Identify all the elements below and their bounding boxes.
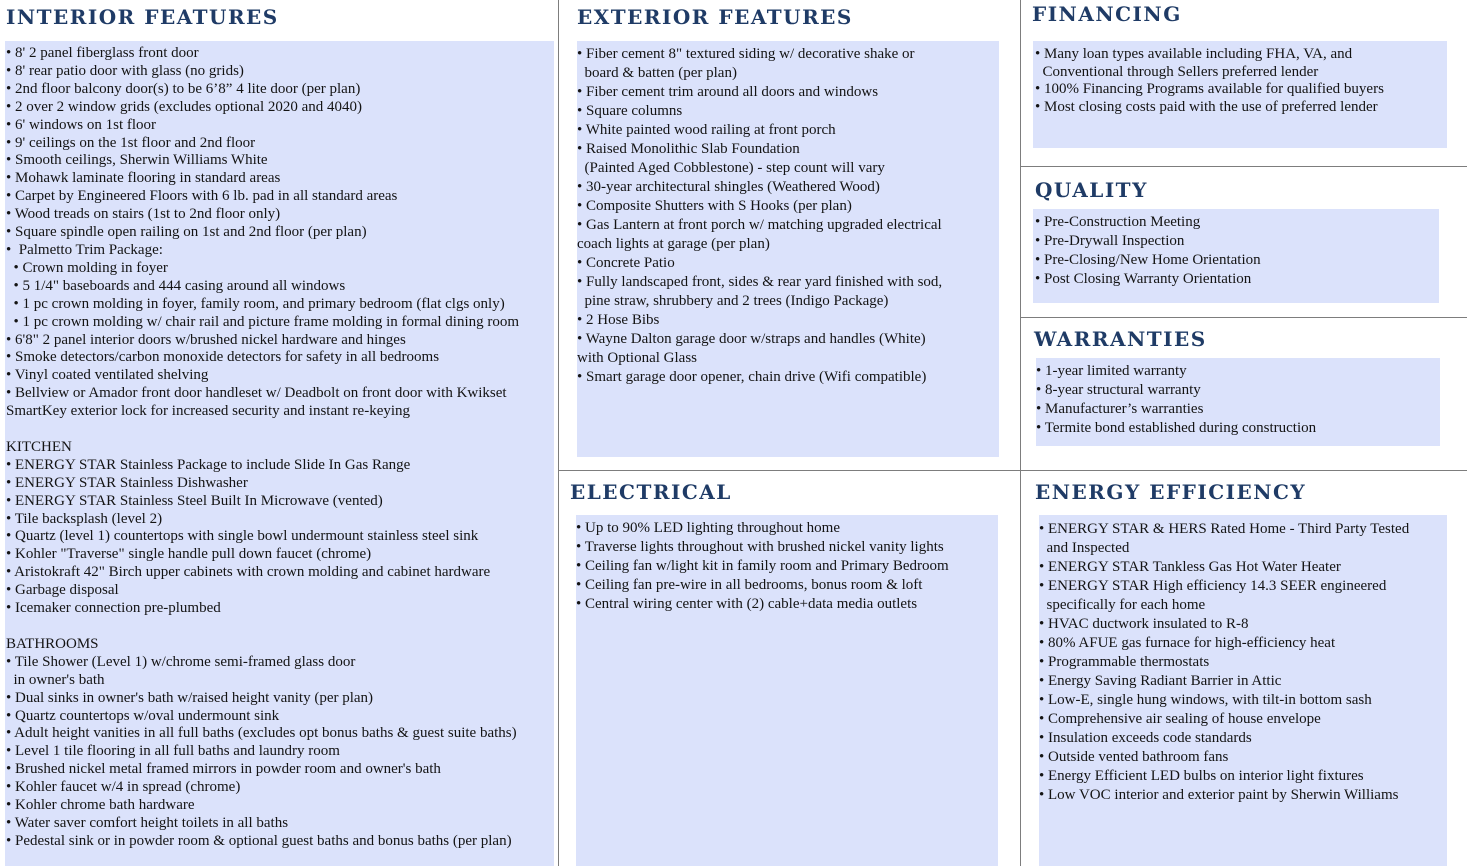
list-item: • Dual sinks in owner's bath w/raised height vanity (per plan) (6, 689, 374, 706)
list-item: • Raised Monolithic Slab Foundation (577, 141, 800, 157)
list-item: • ENERGY STAR Tankless Gas Hot Water Heater (1039, 559, 1341, 575)
column-divider-left (558, 0, 559, 866)
list-item: • Programmable thermostats (1039, 654, 1210, 670)
list-item: • Adult height vanities in all full baths (excludes opt bonus baths & guest suite baths) (6, 725, 517, 742)
list-item: • Post Closing Warranty Orientation (1035, 271, 1252, 287)
list-item: • Termite bond established during construction (1036, 420, 1317, 436)
list-item: • ENERGY STAR Stainless Steel Built In Microwave (vented) (6, 492, 383, 509)
financing-divider (1020, 166, 1467, 167)
list-item: • Brushed nickel metal framed mirrors in powder room and owner's bath (6, 761, 441, 778)
list-item: SmartKey exterior lock for increased security and instant re-keying (6, 403, 411, 420)
list-item: • Central wiring center with (2) cable+data media outlets (576, 596, 918, 612)
energy-efficiency-list (1039, 520, 1409, 805)
list-item: with Optional Glass (577, 350, 697, 366)
list-item: • Fully landscaped front, sides & rear yard finished with sod, (577, 274, 943, 290)
warranties-title: WARRANTIES (1034, 327, 1207, 351)
interior-features-title: INTERIOR FEATURES (6, 5, 279, 29)
list-item: • Crown molding in foyer (6, 259, 168, 276)
list-item: • Ceiling fan w/light kit in family room and Primary Bedroom (576, 558, 949, 574)
list-item: coach lights at garage (per plan) (577, 236, 770, 252)
list-item: • 6'8" 2 panel interior doors w/brushed nickel hardware and hinges (6, 331, 406, 348)
list-item: Conventional through Sellers preferred lender (1035, 63, 1319, 80)
list-item: • 5 1/4" baseboards and 444 casing around all windows (6, 277, 346, 294)
list-item: • 100% Financing Programs available for qualified buyers (1035, 81, 1384, 97)
column-divider-right (1020, 0, 1021, 866)
list-item: • Palmetto Trim Package: (6, 241, 163, 258)
list-item: • Kohler chrome bath hardware (6, 797, 195, 814)
list-item: board & batten (per plan) (577, 65, 737, 81)
list-item: • Tile backsplash (level 2) (6, 510, 163, 527)
exterior-features-list (577, 45, 942, 387)
list-item: • Up to 90% LED lighting throughout home (576, 520, 840, 536)
list-item: • Insulation exceeds code standards (1039, 730, 1252, 746)
list-item: • Smoke detectors/carbon monoxide detectors for safety in all bedrooms (6, 349, 440, 366)
list-item: • Icemaker connection pre-plumbed (6, 600, 221, 617)
list-item: • Low-E, single hung windows, with tilt-in bottom sash (1039, 692, 1372, 708)
electrical-title: ELECTRICAL (570, 480, 732, 504)
list-item: • Pedestal sink or in powder room & optional guest baths and bonus baths (per plan) (6, 832, 512, 849)
financing-title: FINANCING (1032, 2, 1182, 26)
spacer (6, 618, 519, 636)
list-item: • Concrete Patio (577, 255, 675, 271)
electrical-list (576, 519, 949, 614)
list-item: specifically for each home (1039, 597, 1206, 613)
list-item: • Manufacturer’s warranties (1036, 401, 1204, 417)
list-item: • 2 Hose Bibs (577, 312, 660, 328)
list-item: • ENERGY STAR & HERS Rated Home - Third Party Tested (1039, 521, 1410, 537)
spacer (6, 421, 519, 439)
list-item: • 8' 2 panel fiberglass front door (6, 45, 199, 61)
list-item: • Pre-Closing/New Home Orientation (1035, 252, 1261, 268)
list-item: in owner's bath (6, 671, 105, 688)
list-item: • Kohler "Traverse" single handle pull down faucet (chrome) (6, 546, 372, 563)
list-item: • Aristokraft 42" Birch upper cabinets with crown molding and cabinet hardware (6, 564, 491, 581)
list-item: • 1 pc crown molding w/ chair rail and picture frame molding in formal dining room (6, 313, 520, 330)
list-item: • 2 over 2 window grids (excludes optional 2020 and 4040) (6, 98, 363, 115)
interior-features-list (6, 45, 519, 851)
list-item: • Ceiling fan pre-wire in all bedrooms, bonus room & loft (576, 577, 923, 593)
list-item: • Energy Saving Radiant Barrier in Attic (1039, 673, 1282, 689)
list-item: • Square columns (577, 103, 683, 119)
list-item: • 80% AFUE gas furnace for high-efficiency heat (1039, 635, 1336, 651)
list-item: (Painted Aged Cobblestone) - step count will vary (577, 160, 885, 176)
list-item: • Gas Lantern at front porch w/ matching upgraded electrical (577, 217, 942, 233)
list-item: • Comprehensive air sealing of house envelope (1039, 711, 1321, 727)
financing-list (1035, 46, 1384, 116)
list-item: • 1 pc crown molding in foyer, family room, and primary bedroom (flat clgs only) (6, 295, 505, 312)
kitchen-heading: KITCHEN (6, 438, 72, 455)
exterior-features-title: EXTERIOR FEATURES (577, 5, 853, 29)
list-item: • 6' windows on 1st floor (6, 116, 157, 133)
list-item: • Fiber cement 8" textured siding w/ decorative shake or (577, 46, 915, 62)
list-item: pine straw, shrubbery and 2 trees (Indigo Package) (577, 293, 889, 309)
list-item: • 30-year architectural shingles (Weathered Wood) (577, 179, 880, 195)
list-item: • ENERGY STAR High efficiency 14.3 SEER engineered (1039, 578, 1387, 594)
list-item: • Vinyl coated ventilated shelving (6, 367, 209, 384)
middle-row-divider (558, 470, 1467, 471)
energy-efficiency-title: ENERGY EFFICIENCY (1035, 480, 1307, 504)
list-item: • Smooth ceilings, Sherwin Williams White (6, 152, 268, 169)
list-item: • Traverse lights throughout with brushed nickel vanity lights (576, 539, 944, 555)
list-item: • Square spindle open railing on 1st and 2nd floor (per plan) (6, 224, 367, 241)
list-item: • Pre-Drywall Inspection (1035, 233, 1185, 249)
list-item: • Tile Shower (Level 1) w/chrome semi-framed glass door (6, 653, 356, 670)
list-item: • Quartz (level 1) countertops with single bowl undermount stainless steel sink (6, 528, 479, 545)
list-item: • Pre-Construction Meeting (1035, 214, 1201, 230)
list-item: • Water saver comfort height toilets in all baths (6, 814, 289, 831)
list-item: • Fiber cement trim around all doors and windows (577, 84, 879, 100)
list-item: • Outside vented bathroom fans (1039, 749, 1229, 765)
list-item: • 8-year structural warranty (1036, 382, 1201, 398)
list-item: • Energy Efficient LED bulbs on interior light fixtures (1039, 768, 1364, 784)
list-item: • White painted wood railing at front porch (577, 122, 836, 138)
list-item: • 8' rear patio door with glass (no grids) (6, 62, 244, 79)
list-item: • Smart garage door opener, chain drive (Wifi compatible) (577, 369, 927, 385)
list-item: • Wayne Dalton garage door w/straps and handles (White) (577, 331, 926, 347)
list-item: • Many loan types available including FHA, VA, and (1035, 46, 1353, 62)
quality-title: QUALITY (1035, 178, 1148, 202)
list-item: and Inspected (1039, 540, 1130, 556)
list-item: • Kohler faucet w/4 in spread (chrome) (6, 779, 241, 796)
list-item: • Bellview or Amador front door handleset w/ Deadbolt on front door with Kwikset (6, 385, 507, 402)
list-item: • Composite Shutters with S Hooks (per plan) (577, 198, 852, 214)
list-item: • Mohawk laminate flooring in standard areas (6, 170, 281, 187)
list-item: • Low VOC interior and exterior paint by Sherwin Williams (1039, 787, 1399, 803)
list-item: • Garbage disposal (6, 582, 119, 599)
list-item: • 1-year limited warranty (1036, 363, 1187, 379)
list-item: • ENERGY STAR Stainless Package to include Slide In Gas Range (6, 456, 411, 473)
list-item: • Wood treads on stairs (1st to 2nd floor only) (6, 206, 281, 223)
quality-list (1035, 213, 1261, 289)
list-item: • HVAC ductwork insulated to R-8 (1039, 616, 1249, 632)
list-item: • 9' ceilings on the 1st floor and 2nd floor (6, 134, 256, 151)
list-item: • Carpet by Engineered Floors with 6 lb. pad in all standard areas (6, 188, 398, 205)
list-item: • Most closing costs paid with the use of preferred lender (1035, 98, 1378, 115)
quality-divider (1020, 317, 1467, 318)
list-item: • 2nd floor balcony door(s) to be 6’8” 4 lite door (per plan) (6, 80, 361, 97)
list-item: • Quartz countertops w/oval undermount sink (6, 707, 280, 724)
list-item: • Level 1 tile flooring in all full baths and laundry room (6, 743, 340, 760)
list-item: • ENERGY STAR Stainless Dishwasher (6, 474, 248, 491)
warranties-list (1036, 362, 1316, 438)
bathrooms-heading: BATHROOMS (6, 635, 99, 652)
